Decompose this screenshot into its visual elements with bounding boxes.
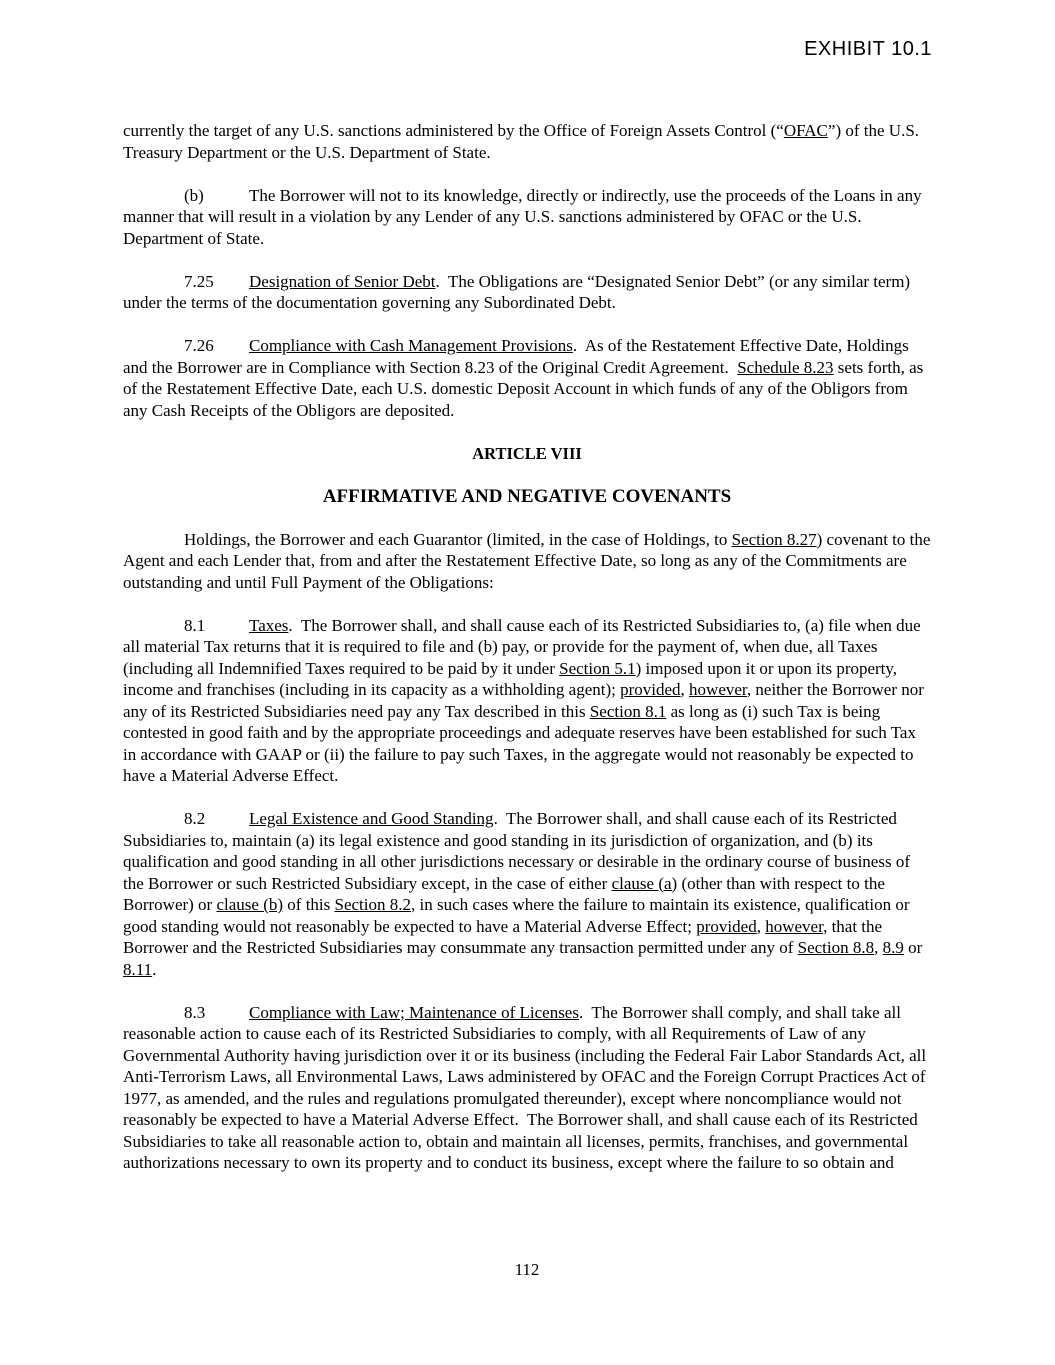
underlined-text: OFAC	[783, 121, 828, 140]
text-run: ,	[756, 916, 766, 936]
text-run: sets forth, as of the Restatement Effective Date, each U.S. domestic Deposit Account in which funds of any of the Obligors from any Cash Receipts of the Obligors are deposited.	[123, 357, 928, 420]
text-run: ) covenant to the Agent and each Lender that, from and after the Restatement Effective Date, so long as any of the Commitments are outstanding and until Full Payment of the Obligations:	[123, 529, 934, 592]
underlined-text: clause (b)	[216, 895, 284, 914]
underlined-text: 8.9	[882, 938, 904, 957]
text-run: ”) of the U.S. Treasury Department or the U.S. Department of State.	[123, 121, 923, 162]
underlined-text: Schedule 8.23	[737, 357, 834, 377]
paragraph-label: 8.2	[184, 809, 206, 828]
paragraph	[123, 615, 931, 787]
underlined-text: Section 8.8	[797, 938, 875, 957]
text-run: as long as (i) such Tax is being contested in good faith and by the appropriate proceedings and adequate reserves have been established for such Tax in accordance with GAAP or (ii) the failure to pay such Taxes, in the aggregate would not reasonably be expected to have a Material Adverse Effect.	[123, 701, 921, 785]
text-run: Holdings, the Borrower and each Guarantor (limited, in the case of Holdings, to	[184, 529, 732, 549]
text-run: . The Borrower shall, and shall cause each of its Restricted Subsidiaries to, maintain (a) its legal existence and good standing in its jurisdiction of organization, and (b) its qualification and good standing in all other jurisdictions necessary or desirable in the ordinary course of business of the Borrower or such Restricted Subsidiary except, in the case of either	[123, 809, 915, 893]
text-run: . The Borrower shall comply, and shall take all reasonable action to cause each of its Restricted Subsidiaries to comply, with all Requirements of Law of any Governmental Authority having jurisdiction over it or its business (including the Federal Fair Labor Standards Act, all Anti-Terrorism Laws, all Environmental Laws, Laws administered by OFAC and the Foreign Corrupt Practices Act of 1977, as amended, and the rules and regulations promulgated thereunder), except where noncompliance would not reasonably be expected to have a Material Adverse Effect. The Borrower shall, and shall cause each of its Restricted Subsidiaries to take all reasonable action to, obtain and maintain all licenses, permits, franchises, and governmental authorizations necessary to own its property and to conduct its business, except where the failure to so obtain and	[123, 1002, 930, 1172]
text-run: . The Obligations are “Designated Senior Debt” (or any similar term) under the terms of the documentation governing any Subordinated Debt.	[123, 271, 915, 312]
text-run: . As of the Restatement Effective Date, Holdings and the Borrower are in Compliance with Section 8.23 of the Original Credit Agreement.	[123, 336, 913, 377]
text-run: ,	[874, 938, 883, 957]
paragraph-label: 7.26	[184, 336, 214, 355]
underlined-text: Designation of Senior Debt	[249, 271, 436, 291]
text-run: ) imposed upon it or upon its property, income and franchises (including in its capacity as a withholding agent);	[123, 658, 902, 699]
text-run: , neither the Borrower nor any of its Restricted Subsidiaries need pay any Tax described in this	[123, 680, 929, 721]
paragraph	[123, 271, 931, 314]
underlined-text: Section 5.1	[559, 658, 636, 678]
text-run: The Borrower will not to its knowledge, directly or indirectly, use the proceeds of the Loans in any manner that will result in a violation by any Lender of any U.S. sanctions administered by OFAC or the U.S. Department of State.	[123, 185, 926, 248]
text-run: ,	[680, 680, 690, 699]
paragraph	[123, 335, 931, 421]
underlined-text: Section 8.2	[334, 895, 412, 914]
underlined-text: 8.11	[123, 959, 153, 979]
underlined-text: however	[689, 680, 747, 699]
underlined-text: clause (a)	[611, 873, 678, 893]
paragraph-label: 8.3	[184, 1002, 206, 1022]
underlined-text: Section 8.27	[731, 529, 817, 549]
text-run: , in such cases where the failure to maintain its existence, qualification or good standing would not reasonably be expected to have a Material Adverse Effect;	[123, 895, 914, 936]
underlined-text: Compliance with Law; Maintenance of Licenses	[249, 1002, 579, 1022]
underlined-text: Compliance with Cash Management Provisions	[249, 336, 573, 355]
paragraph	[123, 808, 931, 980]
paragraph-label: 7.25	[184, 271, 214, 291]
underlined-text: provided	[696, 916, 757, 936]
paragraph	[123, 1002, 931, 1174]
text-run: currently the target of any U.S. sanctions administered by the Office of Foreign Assets Control (“	[123, 121, 784, 140]
underlined-text: Section 8.1	[589, 701, 667, 721]
underlined-text: Legal Existence and Good Standing	[249, 809, 494, 828]
text-run: (other than with respect to the Borrower) or	[123, 873, 890, 914]
section-heading: AFFIRMATIVE AND NEGATIVE COVENANTS	[322, 485, 732, 507]
paragraph	[123, 120, 931, 163]
paragraph	[123, 185, 931, 250]
text-run: , that the Borrower and the Restricted Subsidiaries may consummate any transaction permitted under any of	[123, 916, 887, 957]
text-run: .	[152, 959, 157, 979]
underlined-text: however	[765, 916, 824, 936]
text-run: . The Borrower shall, and shall cause each of its Restricted Subsidiaries to, (a) file when due all material Tax returns that it is required to file and (b) pay, or provide for the payment of, when due, all Taxes (including all Indemnified Taxes required to be paid by it under	[123, 615, 925, 678]
paragraph-label: (b)	[184, 185, 204, 205]
page-number: 112	[514, 1260, 540, 1279]
document-body	[123, 120, 934, 1174]
underlined-text: Taxes	[249, 615, 289, 635]
section-heading: ARTICLE VIII	[472, 443, 582, 463]
exhibit-label: EXHIBIT 10.1	[804, 38, 932, 60]
paragraph-label: 8.1	[184, 615, 206, 635]
text-run: of this	[283, 895, 335, 914]
paragraph	[123, 529, 934, 594]
underlined-text: provided	[620, 680, 681, 699]
text-run: or	[903, 938, 927, 957]
